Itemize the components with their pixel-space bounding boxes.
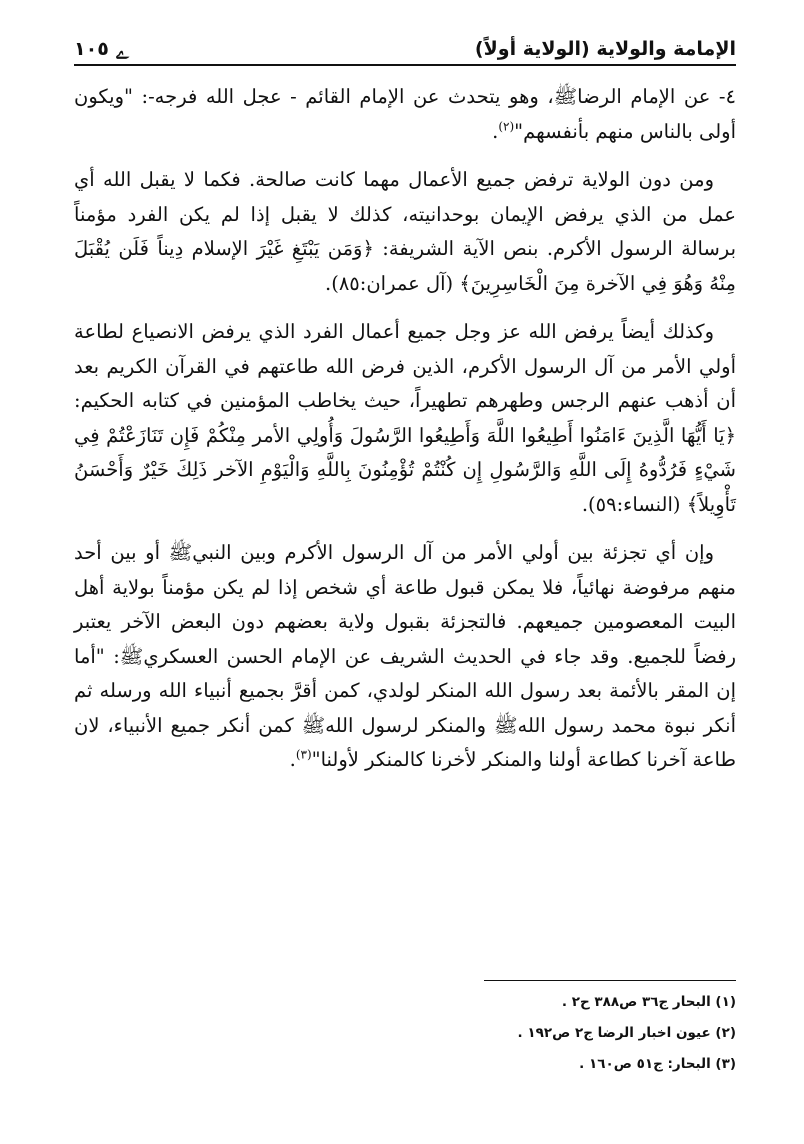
footnotes (360, 992, 736, 1085)
paragraph (74, 536, 736, 778)
footnote-ref: (٢) (498, 119, 515, 133)
paragraph-tail: . (492, 119, 499, 143)
paragraph (74, 80, 736, 149)
footnote-divider (484, 980, 736, 981)
running-header (74, 30, 736, 66)
paragraph-text: ٤- عن الإمام الرضاﷺ، وهو يتحدث عن الإمام القائم - عجل الله فرجه-: "ويكون أولى بالناس منهم بأنفسهم" (74, 85, 736, 143)
footnote: (٣) البحار: ج٥١ ص١٦٠ . (579, 1056, 736, 1072)
page-number: ﮮ ١٠٥ (74, 38, 129, 60)
paragraph (74, 315, 736, 522)
paragraph (74, 163, 736, 301)
footnote: (١) البحار ج٣٦ ص٣٨٨ ح٢ . (561, 994, 736, 1010)
main-text (74, 80, 736, 792)
paragraph-text: ومن دون الولاية ترفض جميع الأعمال مهما كانت صالحة. فكما لا يقبل الله أي عمل من الذي يرفض الإيمان بوحدانيته، كذلك لا يقبل إذا لم يكن الفرد مؤمناً برسالة الرسول الأكرم. بنص الآية الشريفة: ﴿وَمَن يَبْتَغِ غَيْرَ الإسلام دِيناً فَلَن يُقْبَلَ مِنْهُ وَهُوَ فِي الآخرة مِنَ الْخَاسِرِينَ﴾ (آل عمران:٨٥). (74, 168, 736, 295)
paragraph-text: وكذلك أيضاً يرفض الله عز وجل جميع أعمال الفرد الذي يرفض الانصياع لطاعة أولي الأمر من آل الرسول الأكرم، الذين فرض الله طاعتهم في القرآن الكريم بعد أن أذهب عنهم الرجس وطهرهم تطهيراً، حيث يخاطب المؤمنين في كتابه الحكيم: ﴿يَا أَيُّهَا الَّذِينَ ءَامَنُوا أَطِيعُوا اللَّهَ وَأَطِيعُوا الرَّسُولَ وَأُولِي الأمر مِنْكُمْ فَإِن تَنَازَعْتُمْ فِي شَيْءٍ فَرُدُّوهُ إِلَى اللَّهِ وَالرَّسُولِ إِن كُنْتُمْ تُؤْمِنُونَ بِاللَّهِ وَالْيَوْمِ الآخر ذَلِكَ خَيْرٌ وَأَحْسَنُ تَأْوِيلاً﴾ (النساء:٥٩). (74, 320, 736, 516)
header-title: الإمامة والولاية (الولاية أولاً) (474, 38, 736, 60)
footnote-ref: (٣) (295, 747, 312, 762)
paragraph-tail: . (289, 748, 296, 771)
paragraph-text: وإن أي تجزئة بين أولي الأمر من آل الرسول الأكرم وبين النبيﷺ أو بين أحد منهم مرفوضة نهائياً، فلا يمكن قبول طاعة أي شخص إذا لم يكن مؤمناً بولاية أهل البيت المعصومين جميعهم. فالتجزئة بقبول ولاية بعضهم دون البعض الآخر يعتبر رفضاً للجميع. وقد جاء في الحديث الشريف عن الإمام الحسن العسكريﷺ: "أما إن المقر بالأئمة بعد رسول الله المنكر لولدي، كمن أقرَّ بجميع أنبياء الله ورسله ثم أنكر نبوة محمد رسول اللهﷺ والمنكر لرسول اللهﷺ كمن أنكر جميع الأنبياء، لان طاعة آخرنا كطاعة أولنا والمنكر لأخرنا كالمنكر لأولنا" (74, 541, 736, 771)
footnote: (٢) عيون اخبار الرضا ج٢ ص١٩٢ . (517, 1025, 736, 1041)
